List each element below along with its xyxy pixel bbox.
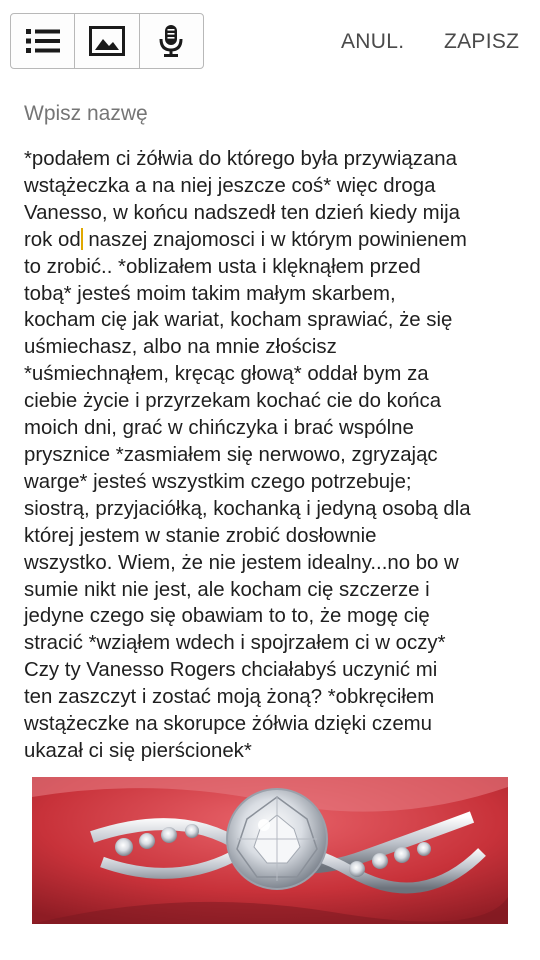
insert-image-button[interactable] (75, 14, 139, 68)
note-line: ten zaszczyt i zostać moją żoną? *obkręciłem (24, 686, 435, 709)
note-line-with-caret (24, 227, 520, 254)
save-button[interactable]: ZAPISZ (444, 30, 520, 53)
note-line: wstążeczka a na niej jeszcze coś* więc droga (24, 174, 436, 197)
note-line: jedyne czego się obawiam to to, że mogę cię (24, 605, 430, 628)
note-line: warge* jesteś wszystkim czego potrzebuje; (24, 470, 412, 493)
note-line: Czy ty Vanesso Rogers chciałabyś uczynić mi (24, 659, 438, 682)
note-line: tobą* jesteś moim takim małym skarbem, (24, 282, 396, 305)
note-body-editor[interactable] (24, 146, 520, 765)
caret-line-prefix: rok od (24, 228, 81, 251)
cancel-button[interactable]: ANUL. (341, 30, 405, 53)
voice-input-button[interactable] (140, 14, 203, 68)
note-line: wszystko. Wiem, że nie jestem idealny...no bo w (24, 551, 459, 574)
attached-ring-image[interactable] (32, 777, 508, 924)
note-line: siostrą, przyjaciółką, kochanką i jedyną osobą dla (24, 497, 471, 520)
note-line: kocham cię jak wariat, kocham sprawiać, że się (24, 309, 453, 332)
caret-line-suffix: naszej znajomosci i w którym powinienem (82, 228, 467, 251)
note-line: moich dni, grać w chińczyka i brać wspólne (24, 417, 414, 440)
note-line: sumie nikt nie jest, ale kocham cię szczerze i (24, 578, 430, 601)
checklist-button[interactable] (11, 14, 75, 68)
note-line: *podałem ci żółwia do którego była przywiązana (24, 148, 457, 170)
title-input[interactable] (24, 102, 514, 126)
note-line: *uśmiechnąłem, kręcąc głową* oddał bym za (24, 363, 429, 386)
microphone-icon (158, 24, 184, 58)
ring-photo-icon (32, 777, 508, 924)
note-line: ukazał ci się pierścionek* (24, 739, 252, 762)
list-icon (25, 27, 61, 55)
note-line: wstążeczke na skorupce żółwia dzięki czemu (24, 713, 432, 736)
note-line: stracić *wziąłem wdech i spojrzałem ci w oczy* (24, 632, 446, 655)
image-icon (89, 26, 125, 56)
insert-tools-group (10, 13, 204, 69)
note-line: prysznice *zasmiałem się nerwowo, zgryzając (24, 443, 438, 466)
note-line: której jestem w stanie zrobić dosłownie (24, 524, 377, 547)
note-line: Vanesso, w końcu nadszedł ten dzień kiedy mija (24, 201, 460, 224)
note-line: to zrobić.. *oblizałem usta i klęknąłem przed (24, 255, 421, 278)
editor-toolbar (0, 0, 540, 84)
note-line: ciebie życie i przyrzekam kochać cie do końca (24, 390, 442, 413)
note-line: uśmiechasz, albo na mnie złościsz (24, 336, 337, 359)
